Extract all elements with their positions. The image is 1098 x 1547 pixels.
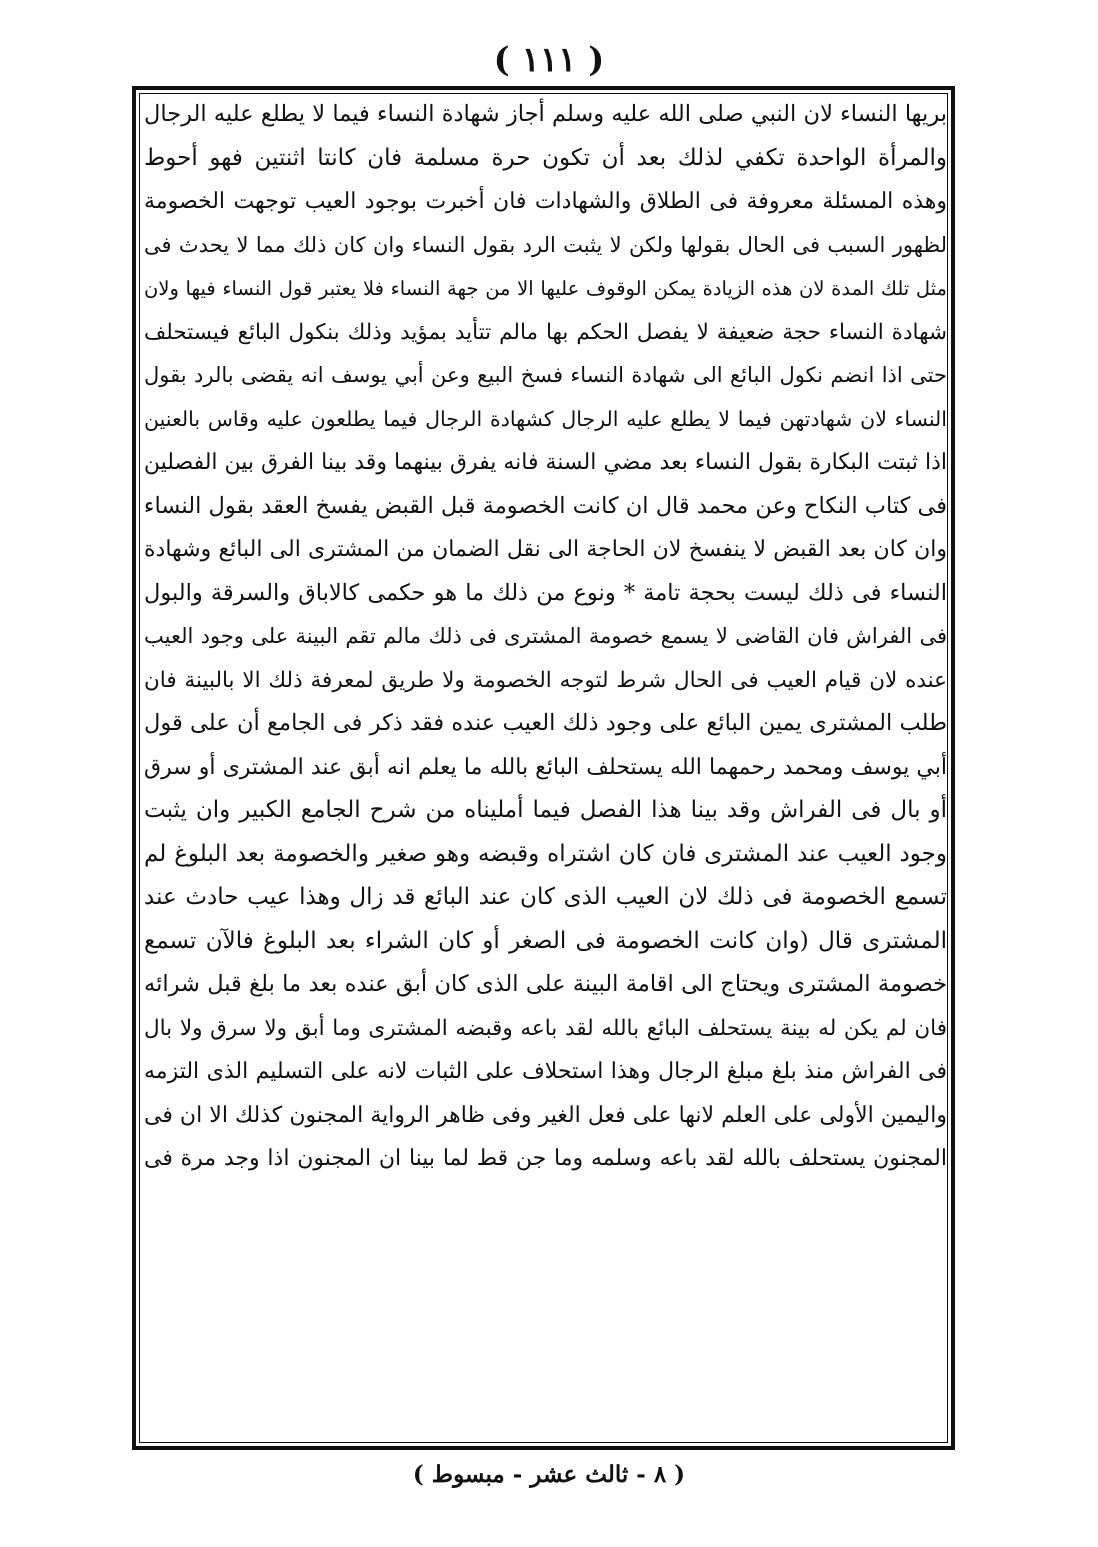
text-line: لظهور السبب فى الحال بقولها ولكن لا يثبت الرد بقول النساء وان كان ذلك مما لا يحدث فى bbox=[144, 232, 947, 257]
text-line: فان لم يكن له بينة يستحلف البائع بالله لقد باعه وقبضه المشترى وما أبق ولا سرق ولا بال bbox=[144, 1015, 947, 1041]
text-line: اذا ثبتت البكارة بقول النساء بعد مضي السنة فانه يفرق بينهما وقد بينا الفرق بين الفصلين bbox=[144, 450, 947, 475]
text-line: أو بال فى الفراش وقد بينا هذا الفصل فيما أمليناه من شرح الجامع الكبير وان يثبت bbox=[144, 797, 947, 823]
text-line: والمرأة الواحدة تكفي لذلك بعد أن تكون حرة مسلمة فان كانتا اثنتين فهو أحوط bbox=[144, 144, 947, 171]
body-text bbox=[144, 93, 947, 1443]
text-line: شهادة النساء حجة ضعيفة لا يفصل الحكم بها مالم تتأيد بمؤيد وذلك بنكول البائع فيستحلف bbox=[144, 319, 947, 345]
text-line: بريها النساء لان النبي صلى الله عليه وسلم أجاز شهادة النساء فيما لا يطلع عليه الرجال bbox=[144, 101, 947, 127]
text-line: خصومة المشترى ويحتاج الى اقامة البينة على الذى كان أبق عنده بعد ما بلغ قبل شرائه bbox=[144, 971, 947, 997]
text-line: واليمين الأولى على العلم لانها على فعل الغير وفى ظاهر الرواية المجنون كذلك الا ان فى bbox=[144, 1102, 947, 1128]
text-line: النساء لان شهادتهن فيما لا يطلع عليه الرجال كشهادة الرجال فيما يطلعون عليه وقاس بالعنين bbox=[144, 406, 947, 431]
text-line: حتى اذا انضم نكول البائع الى شهادة النساء فسخ البيع وعن أبي يوسف انه يقضى بالرد بقول bbox=[144, 363, 947, 387]
text-line: فى الفراش منذ بلغ مبلغ الرجال وهذا استحلاف على الثبات لانه على التسليم الذى التزمه bbox=[144, 1059, 947, 1084]
text-line: وان كان بعد القبض لا ينفسخ لان الحاجة الى نقل الضمان من المشترى الى البائع وشهادة bbox=[144, 537, 947, 562]
text-line: المشترى قال (وان كانت الخصومة فى الصغر أو كان الشراء بعد البلوغ فالآن تسمع bbox=[144, 927, 947, 954]
text-line: مثل تلك المدة لان هذه الزيادة يمكن الوقوف عليها الا من جهة النساء فلا يعتبر قول النساء فيها ولان bbox=[144, 277, 947, 300]
text-line: تسمع الخصومة فى ذلك لان العيب الذى كان عند البائع قد زال وهذا عيب حادث عند bbox=[144, 884, 947, 910]
text-line: وهذه المسئلة معروفة فى الطلاق والشهادات فان أخبرت بوجود العيب توجهت الخصومة bbox=[144, 189, 947, 214]
text-line: المجنون يستحلف بالله لقد باعه وسلمه وما جن قط لما بينا ان المجنون اذا وجد مرة فى bbox=[144, 1146, 947, 1171]
text-line: عنده لان قيام العيب فى الحال شرط لتوجه الخصومة ولا طريق لمعرفة ذلك الا بالبينة فان bbox=[144, 667, 947, 693]
text-line: فى الفراش فان القاضى لا يسمع خصومة المشترى فى ذلك مالم تقم البينة على وجود العيب bbox=[144, 624, 947, 648]
text-line: طلب المشترى يمين البائع على وجود ذلك العيب عنده فقد ذكر فى الجامع أن على قول bbox=[144, 710, 947, 736]
text-line: فى كتاب النكاح وعن محمد قال ان كانت الخصومة قبل القبض يفسخ العقد بقول النساء bbox=[144, 492, 947, 519]
text-line: وجود العيب عند المشترى فان كان اشتراه وقبضه وهو صغير والخصومة بعد البلوغ لم bbox=[144, 840, 947, 867]
page-number: ( ١١١ ) bbox=[493, 40, 605, 80]
signature-mark: ( ٨ - ثالث عشر - مبسوط ) bbox=[412, 1461, 686, 1488]
text-line: النساء فى ذلك ليست بحجة تامة * ونوع من ذلك ما هو حكمى كالاباق والسرقة والبول bbox=[144, 579, 947, 606]
text-line: أبي يوسف ومحمد رحمهما الله يستحلف البائع بالله ما يعلم انه أبق عند المشترى أو سرق bbox=[144, 754, 947, 780]
